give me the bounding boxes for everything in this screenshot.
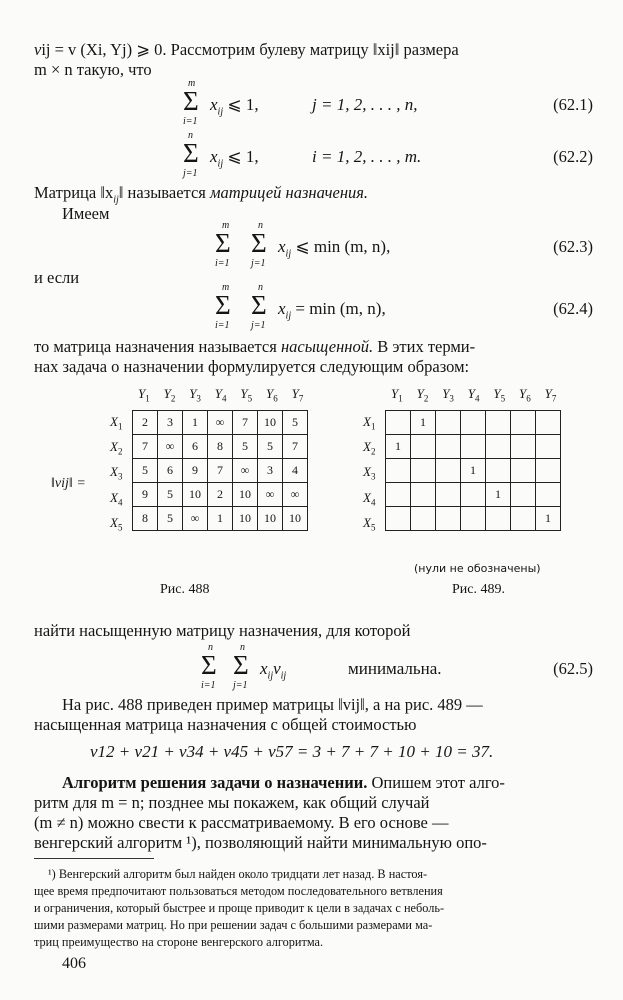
matrix-cell: 10 (258, 507, 283, 531)
equation-62-1 (0, 78, 623, 138)
sum-lower-limit: i=1 (215, 320, 230, 331)
page-number: 406 (62, 955, 86, 972)
assignment-matrix (385, 410, 561, 531)
matrix-cell (461, 483, 486, 507)
cost-sum-equation: v12 + v21 + v34 + v45 + v57 = 3 + 7 + 7 + 10 + 10 = 37. (90, 742, 494, 761)
column-header: $Y_3$ (189, 386, 201, 404)
column-header: $Y_1$ (391, 386, 403, 404)
row-header: $X_1$ (110, 414, 123, 432)
matrix-cell: 1 (411, 411, 436, 435)
matrix-cell (386, 483, 411, 507)
sum-lower-limit: j=1 (251, 320, 266, 331)
footnote-line5: триц преимущество на стороне венгерского алгоритма. (34, 935, 324, 949)
matrix-cell (411, 483, 436, 507)
matrix-cell (436, 459, 461, 483)
footnote-line4: шими размерами матриц. Но при решении задач с большими размерами ма- (34, 918, 433, 932)
row-header: $X_3$ (363, 464, 376, 482)
matrix-cell: ∞ (258, 483, 283, 507)
matrix-cell (461, 507, 486, 531)
matrix-cell (461, 411, 486, 435)
column-header: $Y_6$ (519, 386, 531, 404)
sum-upper-limit: n (188, 130, 193, 141)
eq-range: i = 1, 2, . . . , m. (312, 147, 422, 166)
eq-rhs: = min (m, n), (295, 299, 386, 318)
eq-sub: ij (217, 158, 224, 170)
column-header: $Y_1$ (138, 386, 150, 404)
def-mid: ‖ называется (118, 183, 210, 202)
matrix-cell: 5 (158, 507, 183, 531)
matrix-cell (486, 435, 511, 459)
matrix-cell: ∞ (208, 411, 233, 435)
sum-upper-limit: m (188, 78, 196, 89)
matrix-cell: ∞ (233, 459, 258, 483)
matrix-cell: 7 (208, 459, 233, 483)
row-header: $X_2$ (110, 439, 123, 457)
def-sub: ij (113, 194, 119, 206)
matrix-cell: 5 (233, 435, 258, 459)
sum-upper-limit: n (208, 642, 213, 653)
equation-62-3: m Σ i=1 n Σ j=1 $x_{ij}$ ⩽ min (m, n), (62.3) (215, 220, 593, 269)
column-header: $Y_2$ (416, 386, 429, 404)
sum-lower-limit: i=1 (201, 680, 216, 691)
sum-lower-limit: j=1 (251, 258, 266, 269)
algo-line1-post: Опишем этот алго- (367, 773, 505, 792)
matrix-cell: 2 (133, 411, 158, 435)
matrix-cell: 9 (133, 483, 158, 507)
intro-math-3: j) ⩾ 0. Рассмотрим булеву матрицу ‖x (121, 40, 386, 59)
intro-math-2: i, Y (97, 40, 122, 59)
equation-62-5 (0, 642, 623, 702)
eq-word: минимальна. (348, 659, 442, 678)
equation-number: (62.5) (553, 659, 593, 678)
matrix-cell: 10 (233, 483, 258, 507)
matrix-cell (386, 507, 411, 531)
matrix-cell: 1 (386, 435, 411, 459)
matrix-cell (486, 507, 511, 531)
matrix-row (386, 435, 561, 459)
def-pre: Матрица ‖x (34, 183, 114, 202)
matrix-cell: 6 (158, 459, 183, 483)
matrix-cell: 10 (183, 483, 208, 507)
matrix-cell (436, 507, 461, 531)
matrix-cell (536, 459, 561, 483)
matrix-cell (536, 483, 561, 507)
matrix-cell (511, 507, 536, 531)
matrix-cell: 7 (133, 435, 158, 459)
matrix-label: ‖vij‖ = (51, 476, 86, 491)
algo-line1 (62, 773, 599, 793)
para2-line1: На рис. 488 приведен пример матрицы ‖vij‖, а на рис. 489 — (62, 695, 483, 714)
sigma-symbol: Σ (233, 650, 249, 680)
column-header: $Y_2$ (163, 386, 176, 404)
matrix-cell: 10 (233, 507, 258, 531)
matrix-cell (411, 435, 436, 459)
if-text: и если (34, 268, 80, 287)
matrix-cell: 1 (461, 459, 486, 483)
matrix-cell (436, 435, 461, 459)
algo-line4: венгерский алгоритм ¹), позволяющий найти минимальную опо- (34, 833, 487, 852)
sum-lower-limit: j=1 (183, 168, 198, 179)
matrix-row (386, 507, 561, 531)
row-header: $X_3$ (110, 464, 123, 482)
figure-caption: Рис. 488 (160, 582, 210, 597)
matrix-cell: 5 (158, 483, 183, 507)
sigma-symbol: Σ (251, 228, 267, 258)
matrix-cell: 2 (208, 483, 233, 507)
column-header: $Y_4$ (214, 386, 227, 404)
matrix-cell (511, 435, 536, 459)
column-header: $Y_6$ (266, 386, 278, 404)
intro-line-1 (34, 40, 599, 60)
matrix-cell: 1 (208, 507, 233, 531)
sum-upper-limit: n (240, 642, 245, 653)
sigma-symbol: Σ (183, 138, 199, 168)
para2-line2: насыщенная матрица назначения с общей стоимостью (34, 715, 417, 734)
eq-range: j = 1, 2, . . . , n, (312, 95, 418, 114)
footnote-line1: ¹) Венгерский алгоритм был найден около тридцати лет назад. В настоя- (48, 867, 428, 881)
matrix-cell: 1 (486, 483, 511, 507)
matrix-cell: 1 (183, 411, 208, 435)
matrix-cell (536, 411, 561, 435)
matrix-cell: 3 (158, 411, 183, 435)
matrix-cell (436, 483, 461, 507)
sum-upper-limit: n (258, 220, 263, 231)
matrix-cell: 5 (258, 435, 283, 459)
matrix-cell (536, 435, 561, 459)
eq-sub: ij (217, 106, 224, 118)
row-header: $X_5$ (363, 514, 376, 533)
matrix-cell: 9 (183, 459, 208, 483)
row-header: $X_4$ (110, 489, 123, 508)
sum-upper-limit: m (222, 282, 230, 293)
intro-math-4: ij‖ размера (385, 40, 459, 59)
eq-term: x (210, 95, 218, 114)
equation-number: (62.1) (553, 95, 593, 114)
sum-lower-limit: i=1 (183, 116, 198, 127)
matrix-cell (486, 411, 511, 435)
column-header: $Y_7$ (544, 386, 557, 404)
column-header: $Y_7$ (291, 386, 304, 404)
column-header: $Y_5$ (493, 386, 506, 404)
figure-489 (0, 380, 623, 610)
matrix-cell (511, 411, 536, 435)
algo-heading: Алгоритм решения задачи о назначении. (62, 773, 368, 792)
eq-sub: ij (267, 670, 274, 682)
para1-term: насыщенной. (280, 337, 374, 356)
column-header: $Y_3$ (442, 386, 454, 404)
matrix-cell (461, 435, 486, 459)
intro-math-1: ij = v (X (41, 40, 98, 59)
matrix-cell: ∞ (183, 507, 208, 531)
matrix-cell (386, 411, 411, 435)
matrix-cell: 5 (283, 411, 308, 435)
row-header: $X_2$ (363, 439, 376, 457)
column-header: $Y_5$ (240, 386, 253, 404)
matrix-cell: 10 (258, 411, 283, 435)
matrix-cell (411, 507, 436, 531)
have-text: Имеем (62, 204, 110, 223)
sigma-symbol: Σ (183, 86, 199, 116)
sum-lower-limit: i=1 (215, 258, 230, 269)
algo-line2: ритм для m = n; позднее мы покажем, как общий случай (34, 793, 430, 812)
sum-upper-limit: n (258, 282, 263, 293)
find-text: найти насыщенную матрицу назначения, для которой (34, 621, 411, 640)
intro-line-2: m × n такую, что (34, 60, 152, 79)
eq-rhs: ⩽ min (m, n), (295, 237, 391, 256)
matrix-cell (511, 483, 536, 507)
matrix-cell: 8 (208, 435, 233, 459)
matrix-cell (386, 459, 411, 483)
sum-upper-limit: m (222, 220, 230, 231)
def-term: матрицей назначения. (209, 183, 369, 202)
matrix-cell: 4 (283, 459, 308, 483)
sigma-symbol: Σ (251, 290, 267, 320)
eq-relation: ⩽ 1, (227, 147, 259, 166)
row-header: $X_4$ (363, 489, 376, 508)
eq-term: x (260, 659, 268, 678)
row-header: $X_1$ (363, 414, 376, 432)
matrix-cell: 10 (283, 507, 308, 531)
matrix-cell (486, 459, 511, 483)
matrix-row (386, 411, 561, 435)
matrix-cell: 7 (233, 411, 258, 435)
matrix-cell: 3 (258, 459, 283, 483)
eq-term: x (210, 147, 218, 166)
figure-note: (нули не обозначены) (414, 562, 541, 575)
sigma-symbol: Σ (201, 650, 217, 680)
matrix-cell: 8 (133, 507, 158, 531)
matrix-row (386, 483, 561, 507)
matrix-row (386, 459, 561, 483)
matrix-cell (436, 411, 461, 435)
matrix-cell: 7 (283, 435, 308, 459)
matrix-cell: 1 (536, 507, 561, 531)
footnote-line3: и ограничения, который быстрее и проще приводит к цели в задачах с неболь- (34, 901, 445, 915)
matrix-cell (511, 459, 536, 483)
equation-number: (62.3) (553, 237, 593, 256)
para1-post: В этих терми- (373, 337, 476, 356)
column-header: $Y_4$ (467, 386, 480, 404)
matrix-cell (411, 459, 436, 483)
sigma-symbol: Σ (215, 228, 231, 258)
intro-var: v (34, 40, 42, 59)
footnote-line2: щее время предпочитают пользоваться методом последовательного ветвления (34, 884, 443, 898)
para1-line2: нах задача о назначении формулируется следующим образом: (34, 357, 470, 376)
equation-number: (62.2) (553, 147, 593, 166)
eq-relation: ⩽ 1, (227, 95, 259, 114)
para1-line1 (34, 337, 599, 357)
matrix-cell: 6 (183, 435, 208, 459)
footnote-rule (34, 858, 154, 859)
eq-term: v (273, 659, 281, 678)
sum-lower-limit: j=1 (233, 680, 248, 691)
equation-number: (62.4) (553, 299, 593, 318)
matrix-cell: 5 (133, 459, 158, 483)
sigma-symbol: Σ (215, 290, 231, 320)
eq-sub: ij (280, 670, 287, 682)
equation-62-2 (0, 130, 623, 190)
matrix-cell: ∞ (158, 435, 183, 459)
row-header: $X_5$ (110, 514, 123, 533)
para1-pre: то матрица назначения называется (34, 337, 281, 356)
figure-caption: Рис. 489. (452, 582, 505, 597)
algo-line3: (m ≠ n) можно свести к рассматриваемому. В его основе — (34, 813, 449, 832)
matrix-cell: ∞ (283, 483, 308, 507)
equation-62-4: m Σ i=1 n Σ j=1 $x_{ij} = \min (m$, n), (62.4) (215, 282, 593, 331)
